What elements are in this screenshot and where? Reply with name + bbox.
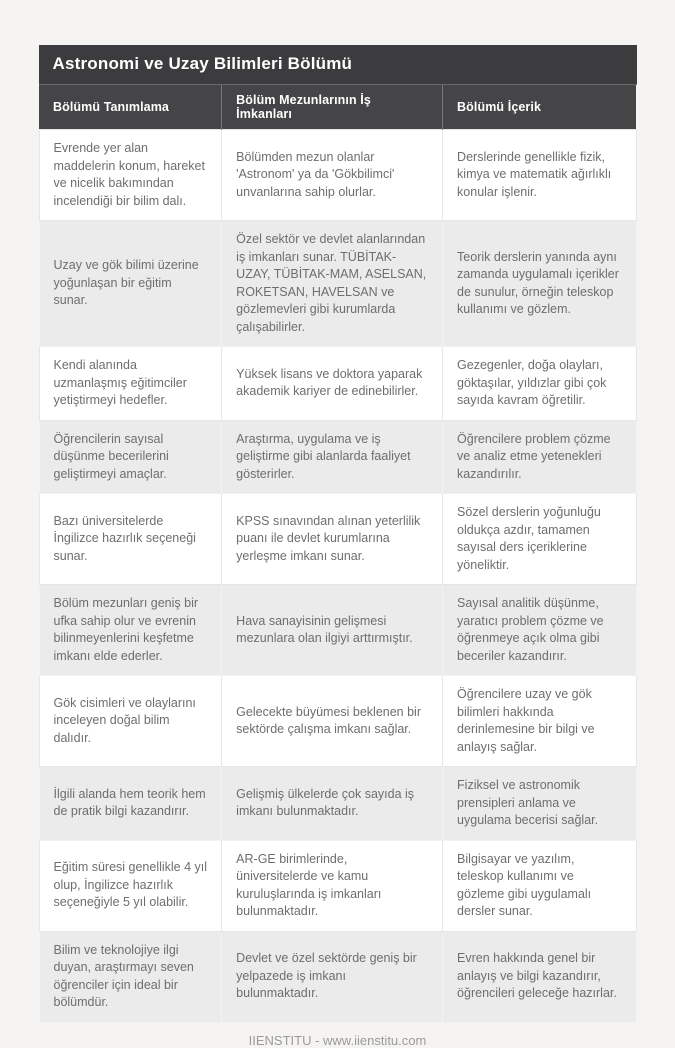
table-cell: Bölümden mezun olanlar 'Astronom' ya da 'Gökbilimci' unvanlarına sahip olurlar. <box>222 130 443 221</box>
table-cell: Özel sektör ve devlet alanlarından iş imkanları sunar. TÜBİTAK-UZAY, TÜBİTAK-MAM, ASELSAN, ROKETSAN, HAVELSAN ve gözlemevleri gibi kurumlarda çalışabilirler. <box>222 221 443 347</box>
table-row <box>39 767 636 841</box>
table-title-bar <box>39 45 637 85</box>
department-table <box>39 85 637 1023</box>
table-row <box>39 420 636 494</box>
table-cell: Kendi alanında uzmanlaşmış eğitimciler yetiştirmeyi hedefler. <box>39 347 222 421</box>
table-cell: Gelişmiş ülkelerde çok sayıda iş imkanı bulunmaktadır. <box>222 767 443 841</box>
table-header-row <box>39 85 636 130</box>
table-cell: Evrende yer alan maddelerin konum, hareket ve nicelik bakımından incelendiği bir bilim dalı. <box>39 130 222 221</box>
column-header-is-imkanlari: Bölüm Mezunlarının İş İmkanları <box>222 85 443 130</box>
table-body <box>39 130 636 1023</box>
table-cell: Öğrencilerin sayısal düşünme becerilerini geliştirmeyi amaçlar. <box>39 420 222 494</box>
table-cell: Eğitim süresi genellikle 4 yıl olup, İngilizce hazırlık seçeneğiyle 5 yıl olabilir. <box>39 840 222 931</box>
table-cell: Devlet ve özel sektörde geniş bir yelpazede iş imkanı bulunmaktadır. <box>222 931 443 1022</box>
table-cell: Teorik derslerin yanında aynı zamanda uygulamalı içerikler de sunulur, örneğin teleskop kullanımı ve gözlem. <box>443 221 636 347</box>
table-cell: Bazı üniversitelerde İngilizce hazırlık seçeneği sunar. <box>39 494 222 585</box>
table-header <box>39 85 636 130</box>
table-cell: Yüksek lisans ve doktora yaparak akademik kariyer de edinebilirler. <box>222 347 443 421</box>
table-row <box>39 347 636 421</box>
table-cell: KPSS sınavından alınan yeterlilik puanı ile devlet kurumlarına yerleşme imkanı sunar. <box>222 494 443 585</box>
table-cell: İlgili alanda hem teorik hem de pratik bilgi kazandırır. <box>39 767 222 841</box>
footer-credit: IIENSTITU - www.iienstitu.com <box>248 1032 427 1048</box>
table-cell: Bölüm mezunları geniş bir ufka sahip olur ve evrenin bilinmeyenlerini keşfetme imkanı elde ederler. <box>39 585 222 676</box>
department-info-card <box>39 45 637 1023</box>
table-cell: Derslerinde genellikle fizik, kimya ve matematik ağırlıklı konular işlenir. <box>443 130 636 221</box>
table-row <box>39 585 636 676</box>
column-header-icerik: Bölümü İçerik <box>443 85 636 130</box>
table-cell: Uzay ve gök bilimi üzerine yoğunlaşan bir eğitim sunar. <box>39 221 222 347</box>
table-row <box>39 494 636 585</box>
table-cell: Sözel derslerin yoğunluğu oldukça azdır, tamamen sayısal ders içeriklerine yöneliktir. <box>443 494 636 585</box>
table-row <box>39 130 636 221</box>
table-cell: Gök cisimleri ve olaylarını inceleyen doğal bilim dalıdır. <box>39 676 222 767</box>
table-row <box>39 221 636 347</box>
table-row <box>39 931 636 1022</box>
table-cell: Evren hakkında genel bir anlayış ve bilgi kazandırır, öğrencileri geleceğe hazırlar. <box>443 931 636 1022</box>
table-cell: Bilgisayar ve yazılım, teleskop kullanımı ve gözleme gibi uygulamalı dersler sunar. <box>443 840 636 931</box>
table-cell: Öğrencilere problem çözme ve analiz etme yetenekleri kazandırılır. <box>443 420 636 494</box>
table-cell: Gelecekte büyümesi beklenen bir sektörde çalışma imkanı sağlar. <box>222 676 443 767</box>
table-cell: Öğrencilere uzay ve gök bilimleri hakkında derinlemesine bir bilgi ve anlayış sağlar. <box>443 676 636 767</box>
table-cell: Gezegenler, doğa olayları, göktaşılar, yıldızlar gibi çok sayıda kavram öğretilir. <box>443 347 636 421</box>
table-cell: AR-GE birimlerinde, üniversitelerde ve kamu kuruluşlarında iş imkanları bulunmaktadır. <box>222 840 443 931</box>
table-cell: Bilim ve teknolojiye ilgi duyan, araştırmayı seven öğrenciler için ideal bir bölümdür. <box>39 931 222 1022</box>
page-title: Astronomi ve Uzay Bilimleri Bölümü <box>52 54 353 73</box>
table-row <box>39 840 636 931</box>
table-cell: Araştırma, uygulama ve iş geliştirme gibi alanlarda faaliyet gösterirler. <box>222 420 443 494</box>
table-cell: Hava sanayisinin gelişmesi mezunlara olan ilgiyi arttırmıştır. <box>222 585 443 676</box>
table-row <box>39 676 636 767</box>
table-cell: Fiziksel ve astronomik prensipleri anlama ve uygulama becerisi sağlar. <box>443 767 636 841</box>
table-cell: Sayısal analitik düşünme, yaratıcı problem çözme ve öğrenmeye açık olma gibi beceriler kazandırır. <box>443 585 636 676</box>
column-header-tanimlama: Bölümü Tanımlama <box>39 85 222 130</box>
